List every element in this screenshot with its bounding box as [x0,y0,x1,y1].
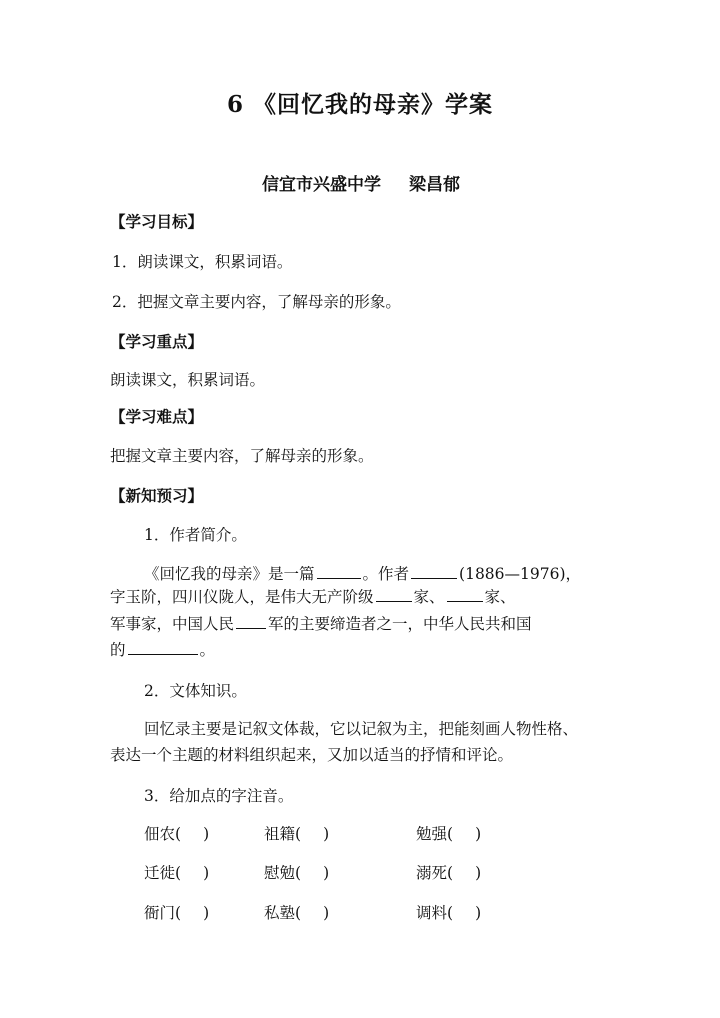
q1-sentence-2: 字玉阶，四川仪陇人，是伟大无产阶级 家、 家、 [110,588,516,606]
q2-label: 2．文体知识。 [144,682,247,700]
q2-text-line-2: 表达一个主题的材料组织起来，又加以适当的抒情和评论。 [110,746,514,764]
objective-item-1: 1．朗读课文，积累词语。 [112,253,293,271]
objective-item-2: 2．把握文章主要内容，了解母亲的形象。 [112,293,401,311]
fill-blank-founder-role[interactable] [128,640,198,655]
fill-blank-author[interactable] [411,564,457,579]
pinyin-item: 慰勉( ) [264,864,330,882]
key-points-text: 朗读课文，积累词语。 [110,371,266,389]
key-points-heading: 【学习重点】 [110,332,204,351]
pinyin-item: 勉强( ) [416,825,482,843]
q1-label: 1．作者简介。 [144,526,247,544]
q2-text-line-1: 回忆录主要是记叙文体裁，它以记叙为主，把能刻画人物性格、 [144,720,579,738]
pinyin-item: 佃农( ) [144,825,210,843]
fill-blank-role-2[interactable] [447,587,483,602]
pinyin-item: 溺死( ) [416,864,482,882]
q3-label: 3．给加点的字注音。 [144,787,294,805]
fill-blank-genre[interactable] [317,564,361,579]
author-name: 梁昌郁 [409,175,460,195]
pinyin-item: 祖籍( ) [264,825,330,843]
difficulties-heading: 【学习难点】 [110,407,204,426]
pinyin-item: 迁徙( ) [144,864,210,882]
q1-sentence-4: 的 。 [110,641,216,659]
pinyin-item: 私塾( ) [264,904,330,922]
author-school: 信宜市兴盛中学 [262,175,381,195]
difficulties-text: 把握文章主要内容，了解母亲的形象。 [110,447,374,465]
pinyin-item: 衙门( ) [144,904,210,922]
fill-blank-role-1[interactable] [376,587,412,602]
pinyin-item: 调料( ) [416,904,482,922]
page-title: 6 《回忆我的母亲》学案 [226,91,493,118]
author-line [262,170,460,195]
objectives-heading: 【学习目标】 [110,212,204,231]
preview-heading: 【新知预习】 [110,486,204,505]
fill-blank-army[interactable] [236,614,266,629]
q1-sentence-1: 《回忆我的母亲》是一篇 。作者 (1886—1976)， [144,565,582,583]
q1-sentence-3: 军事家，中国人民 军的主要缔造者之一，中华人民共和国 [110,615,532,633]
